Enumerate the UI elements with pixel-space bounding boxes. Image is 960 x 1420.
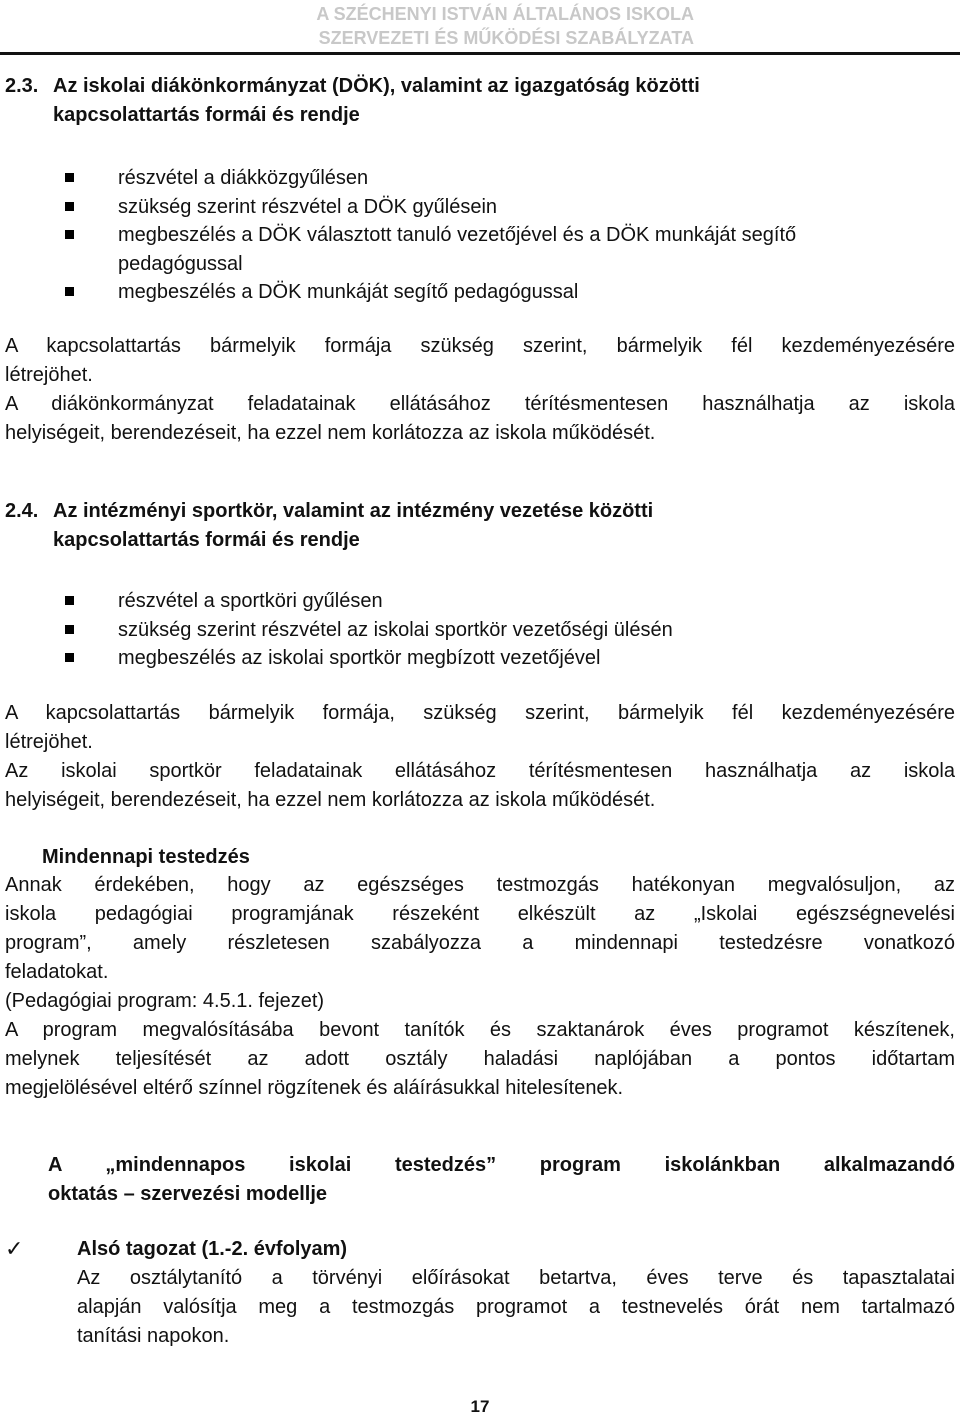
list-item: részvétel a sportköri gyűlésen: [5, 587, 955, 616]
section-2-4-paragraph: A kapcsolattartás bármelyik formája, szükség szerint, bármelyik fél kezdeményezésére létrejöhet. Az iskolai sportkör feladatainak ellátásához térítésmentesen használhatja az iskola helyiségeit, berendezéseit, ha ezzel nem korlátozza az iskola működését.: [5, 702, 955, 811]
list-item: részvétel a diákközgyűlésen: [5, 164, 955, 193]
check-icon: ✓: [5, 1236, 24, 1261]
square-bullet-icon: [65, 202, 74, 211]
section-2-3-paragraph: A kapcsolattartás bármelyik formája szükség szerint, bármelyik fél kezdeményezésére létrejöhet. A diákönkormányzat feladatainak ellátásához térítésmentesen használhatja az iskola helyiségeit, berendezéseit, ha ezzel nem korlátozza az iskola működését.: [5, 335, 955, 444]
header-document-title: SZERVEZETI ÉS MŰKÖDÉSI SZABÁLYZATA: [318, 28, 694, 48]
header-divider: [0, 52, 960, 55]
square-bullet-icon: [65, 230, 74, 239]
document-header: [94, 2, 694, 50]
list-item: megbeszélés a DÖK munkáját segítő pedagógussal: [5, 278, 955, 307]
section-title-line: Az iskolai diákönkormányzat (DÖK), valamint az igazgatóság közötti: [53, 75, 700, 97]
section-title-line: kapcsolattartás formái és rendje: [53, 529, 360, 551]
square-bullet-icon: [65, 625, 74, 634]
section-title-line: Az intézményi sportkör, valamint az intézmény vezetése közötti: [53, 500, 654, 522]
list-item: szükség szerint részvétel az iskolai sportkör vezetőségi ülésén: [5, 616, 955, 645]
list-item: megbeszélés az iskolai sportkör megbízott vezetőjével: [5, 644, 955, 673]
square-bullet-icon: [65, 287, 74, 296]
lower-grades-heading: Alsó tagozat (1.-2. évfolyam): [77, 1238, 348, 1260]
page-number: 17: [470, 1397, 490, 1416]
list-item: megbeszélés a DÖK választott tanuló vezetőjével és a DÖK munkáját segítő: [5, 221, 955, 250]
daily-exercise-heading: Mindennapi testedzés: [42, 846, 250, 868]
model-title: A „mindennapos iskolai testedzés” program iskolánkban alkalmazandó oktatás – szervezési modellje: [48, 1154, 955, 1205]
section-title-line: kapcsolattartás formái és rendje: [53, 104, 360, 126]
list-item-continuation: pedagógussal: [118, 252, 243, 275]
section-2-4-title: [5, 497, 955, 555]
lower-grades-block: Alsó tagozat (1.-2. évfolyam) Az osztálytanító a törvényi előírásokat betartva, éves terve és tapasztalatai alapján valósítja meg a testmozgás programot a testnevelés órát nem tartalmazó tanítási napokon.: [77, 1235, 955, 1351]
square-bullet-icon: [65, 173, 74, 182]
section-2-4-bullet-list: [5, 587, 955, 673]
daily-exercise-paragraph: Annak érdekében, hogy az egészséges testmozgás hatékonyan megvalósuljon, az iskola pedagógiai programjának részeként elkészült az „Iskolai egészségnevelési program”, amely részletesen szabályozza a mindennapi testedzésre vonatkozó feladatokat. (Pedagógiai program: 4.5.1. fejezet) A program megvalósításába bevont tanítók és szaktanárok éves programot készítenek, melynek teljesítését az adott osztály haladási naplójában a pontos időtartam megjelölésével eltérő színnel rögzítenek és aláírásukkal hitelesítenek.: [5, 874, 955, 1099]
square-bullet-icon: [65, 596, 74, 605]
header-school-name: A SZÉCHENYI ISTVÁN ÁLTALÁNOS ISKOLA: [316, 4, 694, 24]
section-2-3-title: [5, 72, 955, 130]
section-2-3-bullet-list: [5, 164, 955, 307]
section-number: 2.4.: [5, 500, 39, 522]
section-number: 2.3.: [5, 75, 39, 97]
square-bullet-icon: [65, 653, 74, 662]
list-item: szükség szerint részvétel a DÖK gyűlésein: [5, 193, 955, 222]
